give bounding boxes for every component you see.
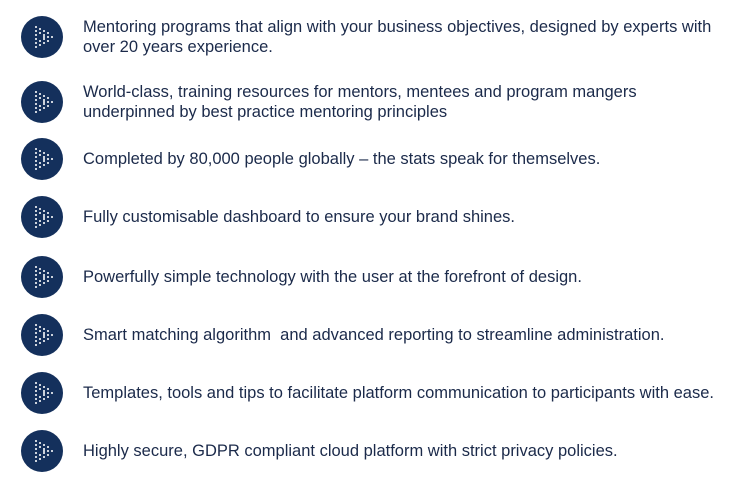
chevron-dot (35, 214, 37, 216)
list-item (0, 193, 752, 241)
chevron-dots (21, 430, 63, 472)
chevron-dot (39, 396, 41, 398)
chevron-dot (35, 156, 37, 158)
chevron-dot (43, 30, 45, 32)
list-item (0, 369, 752, 417)
chevron-dot (51, 392, 53, 394)
chevron-dot (43, 450, 45, 452)
chevron-dot (39, 400, 41, 402)
chevron-dot (35, 266, 37, 268)
chevron-dot (35, 274, 37, 276)
chevron-dot (35, 164, 37, 166)
chevron-dot (43, 210, 45, 212)
chevron-dot (43, 270, 45, 272)
chevron-dot (39, 109, 41, 111)
chevron-dot (39, 384, 41, 386)
feature-text: Powerfully simple technology with the user at the forefront of design. (83, 268, 582, 286)
feature-text: Fully customisable dashboard to ensure your brand shines. (83, 208, 515, 226)
chevron-dot (43, 332, 45, 334)
chevron-dot (39, 268, 41, 270)
chevron-dot (39, 330, 41, 332)
dotted-chevron-right-icon (21, 372, 63, 414)
chevron-dot (43, 276, 45, 278)
chevron-dot (39, 338, 41, 340)
chevron-dot (35, 286, 37, 288)
chevron-dot (47, 101, 49, 103)
chevron-dot (35, 398, 37, 400)
chevron-dot (51, 450, 53, 452)
chevron-dot (35, 152, 37, 154)
chevron-dot (43, 158, 45, 160)
chevron-dot (43, 398, 45, 400)
chevron-dot (47, 216, 49, 218)
chevron-dot (35, 160, 37, 162)
chevron-dot (35, 148, 37, 150)
feature-text: Mentoring programs that align with your business objectives, designed by experts with over 20 years experience. (83, 18, 716, 56)
chevron-dot (35, 99, 37, 101)
chevron-dot (39, 446, 41, 448)
chevron-dot (35, 282, 37, 284)
chevron-dot (39, 162, 41, 164)
chevron-dot (47, 338, 49, 340)
chevron-dot (43, 394, 45, 396)
chevron-dot (43, 34, 45, 36)
chevron-dot (35, 340, 37, 342)
chevron-dot (43, 42, 45, 44)
chevron-dot (39, 154, 41, 156)
chevron-dot (35, 344, 37, 346)
chevron-dot (43, 328, 45, 330)
list-item (0, 427, 752, 475)
chevron-dot (35, 168, 37, 170)
chevron-dot (43, 392, 45, 394)
chevron-dot (35, 218, 37, 220)
chevron-dot (35, 95, 37, 97)
chevron-dot (39, 342, 41, 344)
chevron-dot (43, 99, 45, 101)
chevron-dot (35, 42, 37, 44)
chevron-dot (39, 388, 41, 390)
chevron-dot (47, 220, 49, 222)
chevron-dot (35, 452, 37, 454)
chevron-dot (39, 458, 41, 460)
chevron-dot (43, 218, 45, 220)
chevron-dots (21, 81, 63, 123)
chevron-dot (39, 40, 41, 42)
chevron-dot (43, 336, 45, 338)
chevron-dot (51, 101, 53, 103)
chevron-dot (47, 272, 49, 274)
chevron-dot (39, 220, 41, 222)
chevron-dots (21, 314, 63, 356)
chevron-dot (35, 382, 37, 384)
list-item (0, 135, 752, 183)
chevron-dot (43, 36, 45, 38)
chevron-dots (21, 138, 63, 180)
chevron-dot (47, 40, 49, 42)
chevron-dot (47, 280, 49, 282)
chevron-dot (35, 386, 37, 388)
chevron-dot (39, 93, 41, 95)
chevron-dot (47, 454, 49, 456)
chevron-dot (47, 32, 49, 34)
chevron-dot (39, 326, 41, 328)
chevron-dot (43, 38, 45, 40)
chevron-dot (47, 446, 49, 448)
chevron-dot (35, 107, 37, 109)
chevron-dot (51, 334, 53, 336)
chevron-dot (35, 103, 37, 105)
chevron-dot (39, 105, 41, 107)
feature-text: Highly secure, GDPR compliant cloud platform with strict privacy policies. (83, 442, 618, 460)
chevron-dots (21, 196, 63, 238)
chevron-dot (51, 216, 53, 218)
dotted-chevron-right-icon (21, 430, 63, 472)
chevron-dot (35, 222, 37, 224)
chevron-dot (35, 38, 37, 40)
chevron-dot (43, 103, 45, 105)
chevron-dot (43, 214, 45, 216)
chevron-dot (47, 158, 49, 160)
chevron-dot (39, 272, 41, 274)
chevron-dot (43, 101, 45, 103)
chevron-dot (35, 460, 37, 462)
chevron-dot (47, 36, 49, 38)
chevron-dot (47, 97, 49, 99)
chevron-dot (39, 32, 41, 34)
chevron-dot (35, 440, 37, 442)
chevron-dot (35, 91, 37, 93)
chevron-dot (35, 332, 37, 334)
chevron-dot (43, 334, 45, 336)
chevron-dots (21, 372, 63, 414)
chevron-dot (43, 444, 45, 446)
chevron-dot (35, 46, 37, 48)
dotted-chevron-right-icon (21, 16, 63, 58)
chevron-dot (51, 276, 53, 278)
chevron-dot (47, 334, 49, 336)
chevron-dot (35, 328, 37, 330)
chevron-dot (39, 212, 41, 214)
chevron-dot (35, 394, 37, 396)
chevron-dot (35, 26, 37, 28)
chevron-dot (43, 107, 45, 109)
list-item (0, 253, 752, 301)
chevron-dot (47, 330, 49, 332)
chevron-dot (39, 454, 41, 456)
chevron-dot (39, 166, 41, 168)
dotted-chevron-right-icon (21, 256, 63, 298)
chevron-dot (47, 276, 49, 278)
feature-text: Completed by 80,000 people globally – the stats speak for themselves. (83, 150, 601, 168)
chevron-dot (47, 105, 49, 107)
feature-text: Smart matching algorithm and advanced reporting to streamline administration. (83, 326, 665, 344)
chevron-dot (35, 210, 37, 212)
chevron-dot (43, 452, 45, 454)
chevron-dot (35, 226, 37, 228)
chevron-dot (43, 164, 45, 166)
chevron-dot (43, 340, 45, 342)
chevron-dot (35, 324, 37, 326)
chevron-dot (35, 278, 37, 280)
dotted-chevron-right-icon (21, 81, 63, 123)
chevron-dot (35, 402, 37, 404)
chevron-dot (39, 208, 41, 210)
chevron-dots (21, 16, 63, 58)
chevron-dot (47, 450, 49, 452)
chevron-dot (43, 160, 45, 162)
chevron-dot (43, 152, 45, 154)
chevron-dot (51, 36, 53, 38)
chevron-dot (35, 111, 37, 113)
chevron-dot (39, 284, 41, 286)
chevron-dot (43, 216, 45, 218)
list-item (0, 311, 752, 359)
chevron-dot (39, 224, 41, 226)
list-item (0, 78, 752, 126)
chevron-dot (35, 456, 37, 458)
dotted-chevron-right-icon (21, 314, 63, 356)
chevron-dot (39, 442, 41, 444)
chevron-dot (35, 336, 37, 338)
feature-text: Templates, tools and tips to facilitate platform communication to participants with ease. (83, 384, 714, 402)
chevron-dot (39, 28, 41, 30)
chevron-dot (35, 30, 37, 32)
chevron-dot (43, 390, 45, 392)
list-item (0, 13, 752, 61)
feature-text: World-class, training resources for mentors, mentees and program mangers underpinned by best practice mentoring principles (83, 83, 642, 121)
chevron-dot (39, 280, 41, 282)
chevron-dot (43, 156, 45, 158)
chevron-dot (43, 282, 45, 284)
chevron-dots (21, 256, 63, 298)
chevron-dot (35, 390, 37, 392)
chevron-dot (47, 396, 49, 398)
chevron-dot (35, 206, 37, 208)
chevron-dot (47, 212, 49, 214)
chevron-dot (47, 392, 49, 394)
chevron-dot (43, 222, 45, 224)
chevron-dot (43, 448, 45, 450)
chevron-dot (35, 34, 37, 36)
chevron-dot (43, 95, 45, 97)
dotted-chevron-right-icon (21, 138, 63, 180)
chevron-dot (43, 386, 45, 388)
chevron-dot (35, 448, 37, 450)
chevron-dot (43, 456, 45, 458)
chevron-dot (43, 278, 45, 280)
chevron-dot (47, 162, 49, 164)
chevron-dot (39, 44, 41, 46)
chevron-dot (47, 388, 49, 390)
chevron-dot (47, 154, 49, 156)
dotted-chevron-right-icon (21, 196, 63, 238)
chevron-dot (51, 158, 53, 160)
chevron-dot (39, 97, 41, 99)
chevron-dot (43, 274, 45, 276)
chevron-dot (35, 270, 37, 272)
chevron-dot (35, 444, 37, 446)
chevron-dot (39, 150, 41, 152)
